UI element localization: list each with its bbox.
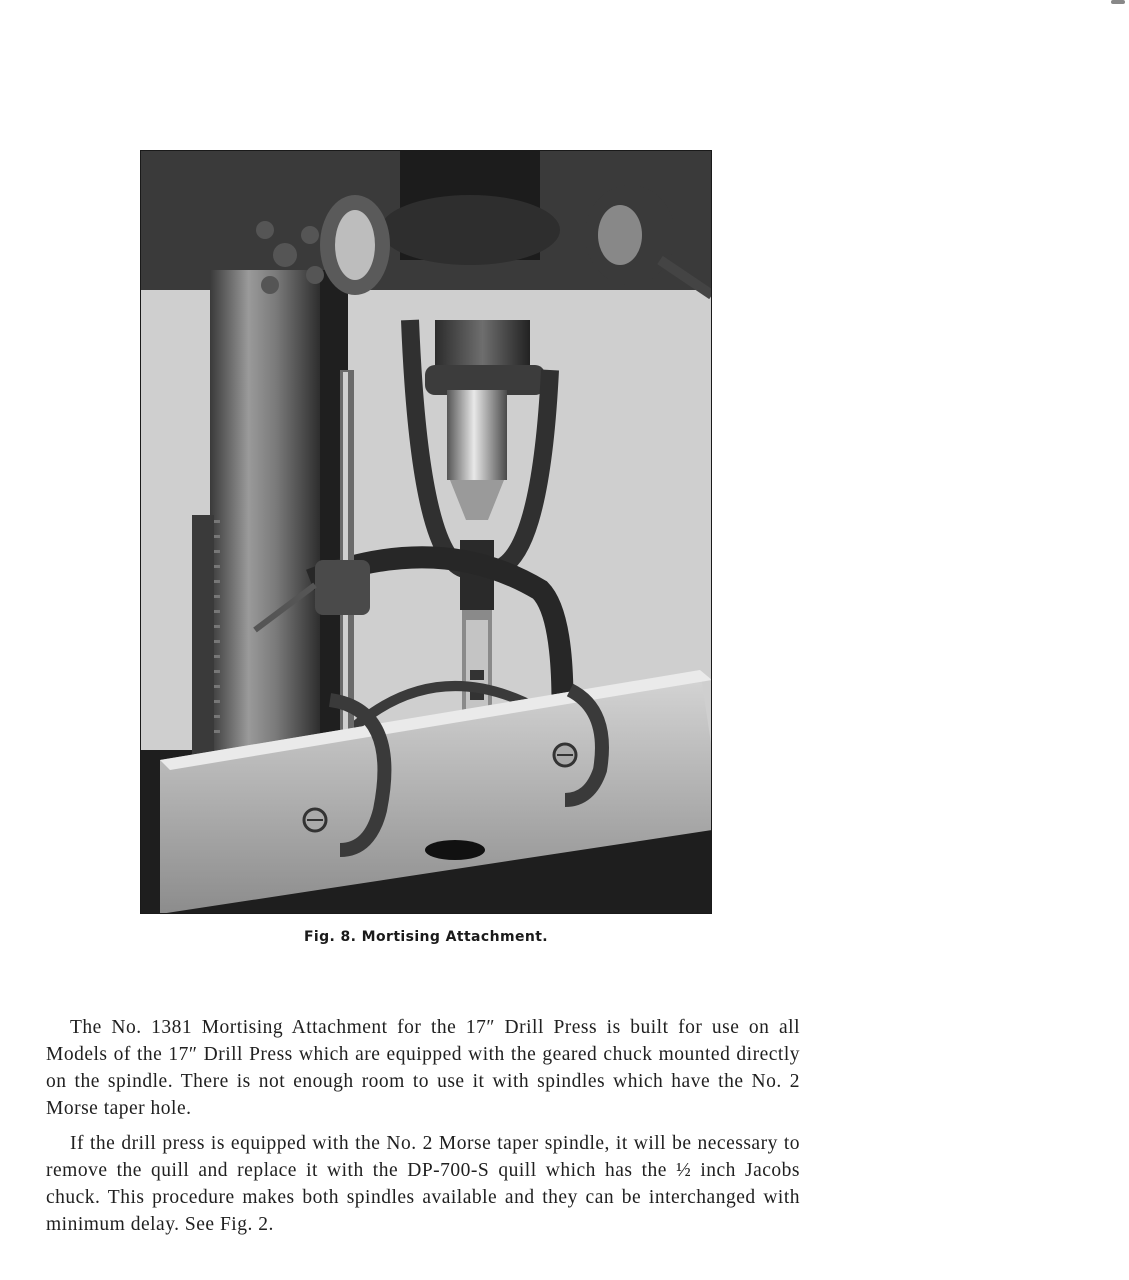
- scan-mark: [1111, 0, 1125, 4]
- figure-caption: Fig. 8. Mortising Attachment.: [303, 929, 549, 945]
- paragraph-1: The No. 1381 Mortising Attachment for the 17″ Drill Press is built for use on all Models of the 17″ Drill Press which are equipped with the geared chuck mounted directly on the spindle. There is not enough room to use it with spindles which have the No. 2 Morse taper hole.: [46, 1017, 800, 1119]
- body-text: [46, 1014, 800, 1246]
- mortising-attachment-photo: [140, 150, 712, 914]
- paragraph-2: If the drill press is equipped with the No. 2 Morse taper spindle, it will be necessary to remove the quill and replace it with the DP-700-S quill which has the ½ inch Jacobs chuck. This procedure makes both spindles available and they can be interchanged with minimum delay. See Fig. 2.: [46, 1133, 800, 1235]
